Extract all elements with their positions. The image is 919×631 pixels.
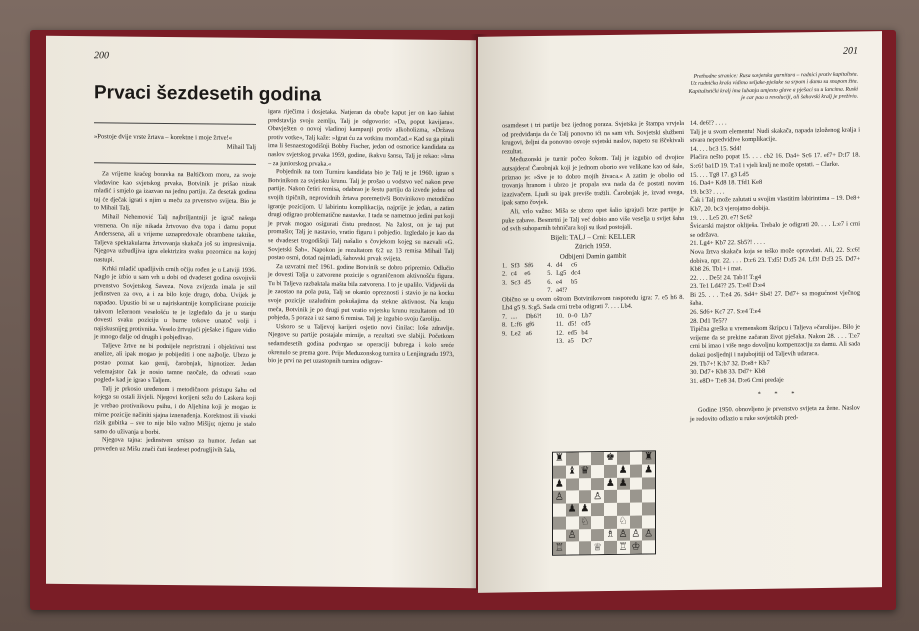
- move-cell: d5: [524, 278, 531, 286]
- move-cell: Db6?!: [525, 312, 542, 320]
- move-cell: e6: [524, 270, 531, 278]
- chess-piece-icon: ♜: [644, 451, 654, 463]
- annotation-line: 16. Dа4+ Kd8 18. Tfd1 Ke8: [690, 179, 763, 188]
- left-column-1: [94, 170, 256, 582]
- annotation-line: Švicarski majstor okliješa. Trebalo je odigrati 20. . . . L:e7 i crni se održava.: [690, 220, 860, 239]
- move-cell: b4: [581, 328, 588, 336]
- annotation-line: 31. e8D+ T:e8 34. D:e6 Crni predaje: [690, 376, 784, 385]
- move-cell: 7.: [547, 286, 553, 295]
- paragraph: igara riječima i dosjetaka. Natjeran da obuče kaput jer on kao šahist predstavlja svoju zemlju, Talj je odgovorio: »Da, poput kavijara«. Obavješten o novoj vladinoj kampanji protiv alkoholizma, »Država protiv votke«, Talj kaže: »Igrat ću za votkinu momčad.« Kad su ga pitali ima li šesnaestogodišnji Bobby Fischer, jedan od osmorice kandidata za naslov svjetskog prvaka 1959, godine, ikakvu šansu, Talj je rekao: »Ima – za juniorskog prvaka.«: [268, 108, 454, 168]
- moves-table-2: [502, 312, 596, 347]
- chess-piece-icon: ♔: [631, 541, 641, 553]
- annotation-line: 28. Dd1 Te5??: [690, 316, 728, 325]
- move-cell: a6: [525, 329, 532, 337]
- move-cell: 0–0: [567, 312, 578, 320]
- chess-piece-icon: ♝: [567, 465, 577, 477]
- board-square: [591, 503, 604, 516]
- epigraph: [94, 132, 256, 152]
- annotation-line: 19. . . . Le5 20. e7! Sc6?: [690, 213, 753, 222]
- board-square: [579, 478, 592, 491]
- board-square: [642, 515, 655, 528]
- move-cell: Sc3: [510, 278, 521, 287]
- board-square: [604, 465, 617, 478]
- paragraph: Godine 1950. obnovljeno je prvenstvo svijeta za žene. Naslov je redovito odlazio u ruke sovjetskih pred-: [690, 404, 860, 423]
- paragraph: Taljeve žrtve ne bi podnijele nepristrani i objektivni test analize, ali ipak mogao je pobijediti i one najbolje. Ubrzo je postao poznat kao genij, čarobnjak, hipnotizer. Jedan velemajstor čak je nosio tamne naočale, da odvrati »zao pogled« kad je igrao s Taljem.: [94, 342, 256, 385]
- chess-piece-icon: ♕: [593, 541, 603, 553]
- move-cell: [524, 287, 537, 296]
- move-row: [502, 337, 596, 347]
- annotation-line: 19. bc3? . . . .: [690, 188, 725, 196]
- chess-piece-icon: ♙: [618, 528, 628, 540]
- annotation-line: Čak i Talj može zalutati u svojim vlastitim labirintima – 19. De8+ Kb7, 20. bc3 vjerojatno dobija.: [690, 194, 860, 213]
- move-cell: 4.: [547, 261, 553, 269]
- move-cell: [526, 338, 546, 347]
- move-cell: ed5: [567, 329, 578, 337]
- move-cell: Lg5: [556, 269, 567, 278]
- board-square: [591, 478, 604, 491]
- paragraph: Njegova tajna: jedinstven smisao za humor. Jedan sat proveden uz Mišu znači čuti šezdeset podrugljivih šala,: [94, 436, 256, 454]
- chess-piece-icon: ♟: [644, 464, 654, 476]
- paragraph: Ali, vrlo važno: Miša se ubrzo opet šalio igrajući brze partije je puke zabave. Besmrtni je Talj već dobio ano više veselja u svijet šaha od svih suhoparnih tehničara koji su ikad postojali.: [502, 205, 684, 233]
- annotation-line: 14. de6!? . . . .: [690, 119, 727, 127]
- chess-piece-icon: ♙: [644, 528, 654, 540]
- annotation-line: Talj je u svom elementu! Nudi skakača, napada izloženog kralja i stvara nepredvidive komplikacije.: [690, 126, 860, 145]
- annotation-line: 30. Dd7+ Kb8 33. Dd7+ Kb8: [690, 368, 766, 377]
- game-players: Bijeli: TALJ – Crni: KELLER: [550, 232, 636, 242]
- move-cell: 11.: [555, 320, 564, 328]
- board-square: [630, 464, 643, 477]
- annotation-line: 29. Tb7+! K:b7 32. D:e8+ Kb7: [690, 359, 770, 368]
- section-separator: * * *: [757, 390, 801, 399]
- paragraph: Talj je prkosio uređenom i metodičnom pristupu šahu od kojega su ostali živjeli. Njegovi korijeni sežu do Laskera koji je vrebao protivnikovu psihu, i do Aljehina koji je mogao iz mirne pozicije načiniti sjajna iznenađenja. Korektnost ili visoki rizik gubitka – sve to nije bilo važno Mišiju; njemu je stalo samo do uživanja u borbi.: [94, 385, 256, 436]
- board-square: [642, 477, 655, 490]
- move-cell: [511, 338, 526, 347]
- game-place: Zürich 1959.: [574, 242, 612, 251]
- page-number-right: 201: [843, 45, 858, 57]
- chess-piece-icon: ♖: [618, 541, 628, 553]
- move-cell: d5!: [567, 320, 577, 328]
- chess-piece-icon: ♜: [554, 452, 564, 465]
- title-rule: [94, 122, 256, 125]
- annotation-line: 21. Lg4+ Kb7 22. Sb5?! . . . .: [690, 239, 765, 248]
- chess-piece-icon: ♖: [554, 542, 564, 554]
- epigraph-text: »Postoje dvije vrste žrtava – korektne i moje žrtve!«: [94, 133, 233, 142]
- move-cell: 7.: [502, 313, 507, 321]
- move-cell: Lb7: [581, 311, 592, 320]
- move-cell: 1.: [502, 262, 507, 270]
- move-cell: 5.: [547, 270, 553, 278]
- move-cell: d4: [556, 261, 563, 269]
- move-cell: dc4: [571, 269, 581, 277]
- move-cell: 10.: [555, 312, 564, 320]
- annotation-line: 15. . . . Tg8 17. g3 Ld5: [690, 170, 749, 179]
- move-cell: L:f6: [510, 321, 522, 329]
- board-square: [579, 541, 592, 554]
- board-square: [604, 541, 617, 554]
- board-square: [579, 452, 592, 465]
- move-cell: c4: [510, 270, 517, 278]
- chess-piece-icon: ♟: [618, 477, 628, 489]
- paragraph: Pobjednik na tom Turniru kandidata bio je Talj te je 1960. igrao s Botvinikom za svjetsku krunu. Talj je prošao u vodstvo već nakon prve partije. Nakon četiri remisa, odabrao je šestu partiju da izvede jednu od svojih tipičnih, neprovidnih žrtava poremetivši Botvinikovo metodično igranje pozicijom. U labirintu komplikacija, najprije je jedan, a zatim drugi odigrao problematične nastavke. I tada se nametnuo jedini put koji je prvak mogao osigurati čistu prednost. Na žalost, on je taj put promašio; Talj je nastavio, vratio figuru i pobjedio. Izgledalo je kao da se dvadeset trogodišnji Talj našalio s čovjekom kojeg su nazvali »G. Sovjetski Šah«. Napokon je rezultatom 6:2 uz 13 remisa Mihail Talj postao osmi, dotad najmlađi, šahovski prvak svijeta.: [268, 168, 454, 263]
- annotation-line: 14. . . . bc3 15. Sd4!: [690, 144, 742, 153]
- board-square: [604, 490, 617, 503]
- board-square: [553, 465, 566, 478]
- annotation-line: Tipična greška u vremenskom škripcu i Taljeva »čarolija«. Bilo je vrijeme da se prekine začaran život pješaka. Nakon 28. . . . T:e7 crni bi imao i više nego dovoljnu kompenzaciju za damu. Ali sada dolazi posljednji i najubojitiji od Taljevih udaraca.: [690, 323, 860, 359]
- move-cell: [502, 288, 511, 297]
- chess-board: [552, 450, 656, 555]
- chess-piece-icon: ♙: [567, 529, 577, 541]
- chess-piece-icon: ♘: [580, 516, 590, 528]
- move-cell: 12.: [555, 329, 564, 337]
- board-square: [566, 542, 579, 555]
- chapter-title: Prvaci šezdesetih godina: [94, 82, 322, 106]
- photo-caption: Prethodne stranice: Rusa sovjetska garnitura – radnici protiv kapitalista. Uz rudnička krala vidimo seljake-pješake sa srpom i damu sa snopom žita. Kapitalistički kralj ima lubanju umjesto glave a pješaci su u lancima. Ruski je car pao u revoluciji, ali šahovski kralj je preživio.: [688, 71, 858, 102]
- chess-piece-icon: ♟: [580, 503, 590, 515]
- move-cell: [511, 287, 525, 296]
- move-cell: gf6: [525, 321, 535, 329]
- move-cell: Dc7: [581, 337, 593, 345]
- board-square: [591, 516, 604, 529]
- board-square: [630, 503, 643, 516]
- board-square: [617, 490, 630, 503]
- right-column-1: [502, 120, 684, 347]
- moves-table-1: [502, 261, 584, 296]
- paragraph: Mihail Nehemović Talj najbriljantniji je igrač našega vremena. On nije nikada žrtvovao dva topa i damu poput Anderssena, ali u vrijeme uznapredovale obrambene taktike, Taljeva spektakularna žrtvovanja skakača još su impresivnija. Njegova uzbudljiva igra elektrizira svaku pozornicu na kojoj nastupi.: [94, 213, 256, 264]
- board-square: [553, 529, 566, 542]
- move-cell: 13.: [555, 337, 564, 345]
- board-square: [604, 516, 617, 529]
- board-square: [630, 452, 643, 465]
- paragraph: Za uzvratni meč 1961. godine Botvinik se dobro pripremio. Odlučio je dovesti Talja u zatvorene pozicije s ograničenom aktivnošću figura. Tu bi Taljeva razbaktala mašta bila zatvorena. I to je upalilo. Vidjevši da je zaostao na pola puta, Talj se okanio opreznosti i stavio je na kocku svoje pozicije uzaludnim pokušajima da stekne aktivnost. Na kraju meča, Botvinik je po drugi put vratio svjetsku krunu rezultatom od 10 pobjeda, 5 poraza i uz samo 6 remisa. Talj je izgubio svoju čaroliju.: [268, 262, 454, 324]
- chess-piece-icon: ♟: [554, 478, 564, 490]
- board-square: [630, 490, 643, 503]
- move-cell: cd5: [581, 320, 591, 328]
- chess-piece-icon: ♟: [605, 477, 615, 489]
- board-square: [591, 452, 604, 465]
- move-cell: 3.: [502, 279, 507, 287]
- board-square: [566, 491, 579, 504]
- chess-piece-icon: ♙: [593, 490, 603, 502]
- board-square: [591, 465, 604, 478]
- paragraph: Međuzonski je turnir počeo šokom. Talj je izgubio od dvojice autsajdera! Čarobnjak koji je jednom oborio sve velikane kao od šale, priznao je: »Sve je to dobro mojih živaca.« A zatim je obolio od trovanja hranom i ubrzo je propala sva nada da će postati novim izazivačem. Ljudi su ipak previše tražili. Čarobnjak je, izvad svega, ipak samo čovjek.: [502, 154, 684, 207]
- right-page: [478, 31, 882, 593]
- chess-piece-icon: ♛: [580, 465, 590, 477]
- board-square: [642, 502, 655, 515]
- annotation-line: Plaćira nešto popat 15. . . . cb2 16. Dа4+ Sc6 17. ef7+ D:f7 18. S:c6! ba1D 19. T:a1 i vjeli kralj ne može opstati. – Clarke.: [690, 151, 860, 170]
- board-square: [553, 516, 566, 529]
- chess-piece-icon: ♟: [567, 503, 577, 515]
- chess-piece-icon: ♙: [631, 528, 641, 540]
- board-square: [579, 490, 592, 503]
- board-square: [566, 516, 579, 529]
- move-cell: e4: [556, 278, 563, 286]
- chess-piece-icon: ♘: [618, 515, 628, 527]
- board-square: [642, 541, 655, 554]
- move-cell: 8.: [502, 321, 507, 329]
- board-square: [630, 477, 643, 490]
- chess-piece-icon: ♟: [618, 464, 628, 476]
- board-square: [579, 529, 592, 542]
- move-cell: b5: [571, 278, 578, 286]
- move-cell: [571, 286, 584, 295]
- board-square: [630, 515, 643, 528]
- board-square: [642, 490, 655, 503]
- annotation-line: Nova žrtva skakača koja se teško može opravdati. Ali, 22. S:c6! dobiva, npr. 22. . . . D:c6 23. T:d5! D:d5 24. Lf3! D:f3 25. Dd7+ Kb8 26. Tb1+ i mat.: [690, 246, 860, 273]
- move-cell: Sf6: [524, 261, 534, 270]
- move-cell: a4!?: [556, 286, 568, 294]
- move-cell: [502, 338, 511, 347]
- board-square: [566, 452, 579, 465]
- annotation-line: 26. Sd6+ Kc7 27. S:e4 T:e4: [690, 307, 761, 316]
- paragraph: Uskoro se u Taljevoj karijeri osjetio novi činilac: loše zdravlje. Njegove su partije postajale mirnije, a rezultati sve slabiji. Početkom sedamdesetih godina podvrgao se operaciji bubrega i kolo sreće okrenulo se prema gore. Prije Međuzonskog turnira u Lenjingradu 1973, bio je prvi na pet uzastopnih turnira odigrav-: [268, 323, 454, 366]
- annotation-line: Bi 25. . . . T:e4 26. Sd4+ Sb4! 27. Dd7+ sa mogućnost vječnog šaha.: [690, 289, 860, 308]
- paragraph: Krhki mladić upadljivih crnih očiju rođen je u Latviji 1936. Naglo je izbio u sam vrh u dobi od dvadeset godina osvojivši prvenstvo Sovjetskog Saveza. Nova zvijezda imala je stil jedinstven za ovo, a i za bilo koje drugo, doba. Uvijek je napadao. Upustio bi se u najriskantnije komplicirane pozicije takvom ležernom veselošću te je izgledalo da je u stanju dovesti svaku poziciju u burne tokove unatoč volji i najiskusnijeg protivnika. Veselo žrtvujući pješake i figure vidio je mnogo dalje od drugih i pobjeđivao.: [94, 264, 256, 342]
- chess-piece-icon: ♚: [605, 452, 615, 464]
- move-cell: c6: [571, 261, 578, 269]
- epigraph-author: Mihail Talj: [226, 143, 256, 151]
- annotation-line: 22. . . . De5! 24. Tab1! T:g4: [690, 273, 762, 282]
- move-cell: Le2: [510, 329, 521, 337]
- move-cell: Sf3: [510, 262, 520, 270]
- move-cell: 6.: [547, 278, 553, 286]
- chess-piece-icon: ♙: [554, 491, 564, 503]
- notation-note: Obično se u ovom oštrom Botvinikovom rasporedu igra: 7. e5 h6 8. Lh4 g5 9. S:g5. Sada crni trebа odigrati 7. . . . Lb4.: [502, 293, 684, 312]
- board-square: [604, 503, 617, 516]
- chess-piece-icon: ♗: [605, 528, 615, 540]
- board-square: [553, 504, 566, 517]
- board-square: [617, 503, 630, 516]
- move-cell: ....: [510, 313, 518, 321]
- move-cell: 2.: [502, 270, 507, 278]
- move-cell: a5: [567, 337, 574, 345]
- game-opening: Odbijeni Damin gambit: [559, 251, 627, 261]
- paragraph: osamdeset i tri partije bez ijednog poraza. Svjetska je štampa vrvjela od predviđanja da će Talj ponovno ići na sam vrh. Sovjetski službeni krugovi, željni da ponovno osvoje svjetski naslov, napeto su iščekivali rezultat.: [502, 119, 684, 156]
- board-square: [617, 452, 630, 465]
- annotation-line: 23. Te1 Ld4?? 25. T:e4! D:e4: [690, 282, 766, 291]
- board-square: [566, 478, 579, 491]
- left-page: [46, 36, 476, 589]
- page-number-left: 200: [94, 50, 109, 62]
- move-cell: 9.: [502, 329, 507, 338]
- right-column-2: [690, 117, 860, 424]
- epigraph-rule: [94, 162, 256, 165]
- paragraph: Za vrijeme kraćeg boravka na Baltičkom moru, za svoje vladavine kao svjetskog prvaka, Botvinik je prišao nizak mladić i smjelo ga izazvao na jednu partiju. Za desetak godina taj će dječak igrati s njim u meču za prvenstvo svijeta. Bio je to Mihail Talj.: [94, 170, 256, 213]
- left-column-2: [268, 108, 454, 584]
- board-square: [591, 529, 604, 542]
